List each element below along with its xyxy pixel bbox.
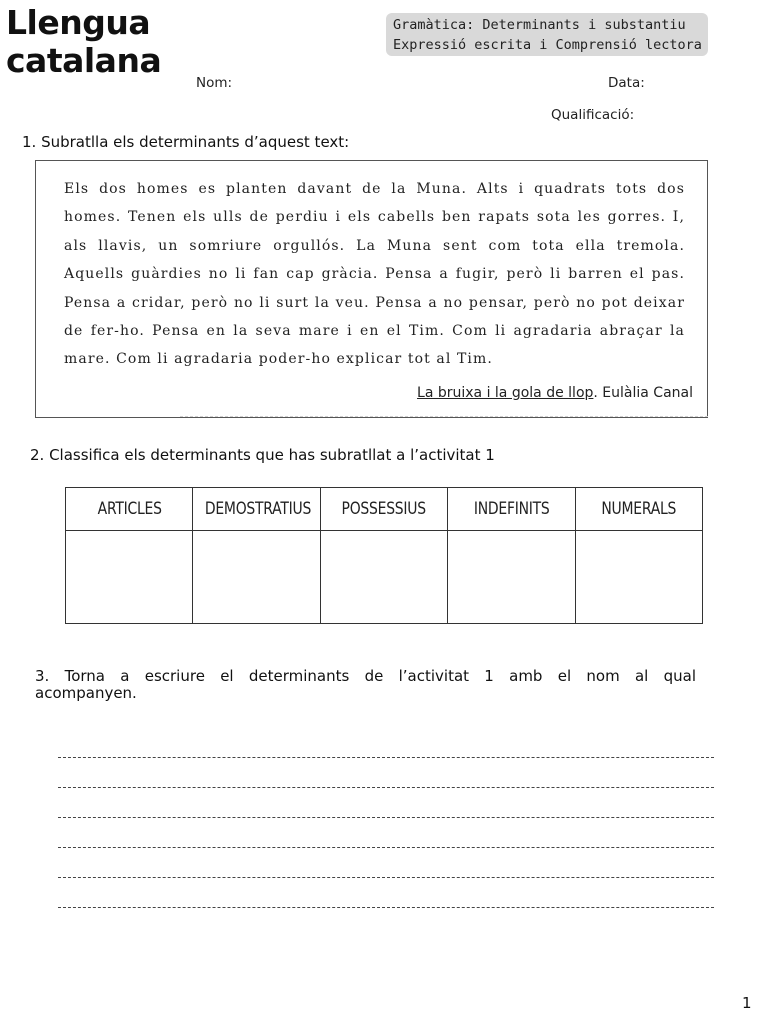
answer-cell-possessius[interactable] <box>320 531 447 624</box>
source-book-title: La bruixa i la gola de llop <box>417 385 594 401</box>
answer-line[interactable] <box>58 758 714 788</box>
topic-box <box>386 13 708 56</box>
grade-label: Qualificació: <box>551 107 635 123</box>
page-number: 1 <box>742 994 752 1012</box>
source-author: . Eulàlia Canal <box>593 385 693 401</box>
answer-cell-articles[interactable] <box>66 531 193 624</box>
table-answer-row <box>66 531 703 624</box>
column-header-articles: ARTICLES <box>77 488 181 531</box>
faint-divider <box>180 416 708 417</box>
title-line-1: Llengua <box>6 3 151 42</box>
answer-line[interactable] <box>58 848 714 878</box>
answer-line[interactable] <box>58 788 714 818</box>
answer-lines <box>58 728 714 908</box>
date-label: Data: <box>608 75 645 91</box>
reading-passage: Els dos homes es planten davant de la Muna. Alts i quadrats tots dos homes. Tenen els ulls de perdiu i els cabells ben rapats sota les gorres. I, als llavis, un somriure orgullós. La Muna sent com tota ella tremola. Aquells guàrdies no li fan cap gràcia. Pensa a fugir, però li barren el pas. Pensa a cridar, però no li surt la veu. Pensa a no pensar, però no pot deixar de fer-ho. Pensa en la seva mare i en el Tim. Com li agradaria abraçar la mare. Com li agradaria poder-ho explicar tot al Tim. <box>64 181 685 368</box>
activity-2-question: 2. Classifica els determinants que has subratllat a l’activitat 1 <box>30 446 495 464</box>
answer-cell-numerals[interactable] <box>575 531 702 624</box>
topic-line-2: Expressió escrita i Comprensió lectora <box>393 37 702 53</box>
activity-3-question: 3. Torna a escriure el determinants de l’activitat 1 amb el nom al qual acompanyen. <box>35 667 696 702</box>
passage-source <box>417 385 693 401</box>
name-label: Nom: <box>196 75 233 91</box>
table-header-row <box>66 488 703 531</box>
answer-line[interactable] <box>58 878 714 908</box>
column-header-possessius: POSSESSIUS <box>332 488 436 531</box>
activity-1-question: 1. Subratlla els determinants d’aquest text: <box>22 133 350 151</box>
answer-line[interactable] <box>58 728 714 758</box>
answer-cell-demostratius[interactable] <box>193 531 320 624</box>
worksheet-title <box>6 4 161 80</box>
reading-text-box <box>35 160 708 418</box>
column-header-demostratius: DEMOSTRATIUS <box>204 488 308 531</box>
answer-cell-indefinits[interactable] <box>448 531 575 624</box>
answer-line[interactable] <box>58 818 714 848</box>
classification-table <box>65 487 703 624</box>
column-header-indefinits: INDEFINITS <box>459 488 563 531</box>
title-line-2: catalana <box>6 41 162 80</box>
column-header-numerals: NUMERALS <box>587 488 691 531</box>
topic-line-1: Gramàtica: Determinants i substantiu <box>393 17 686 33</box>
